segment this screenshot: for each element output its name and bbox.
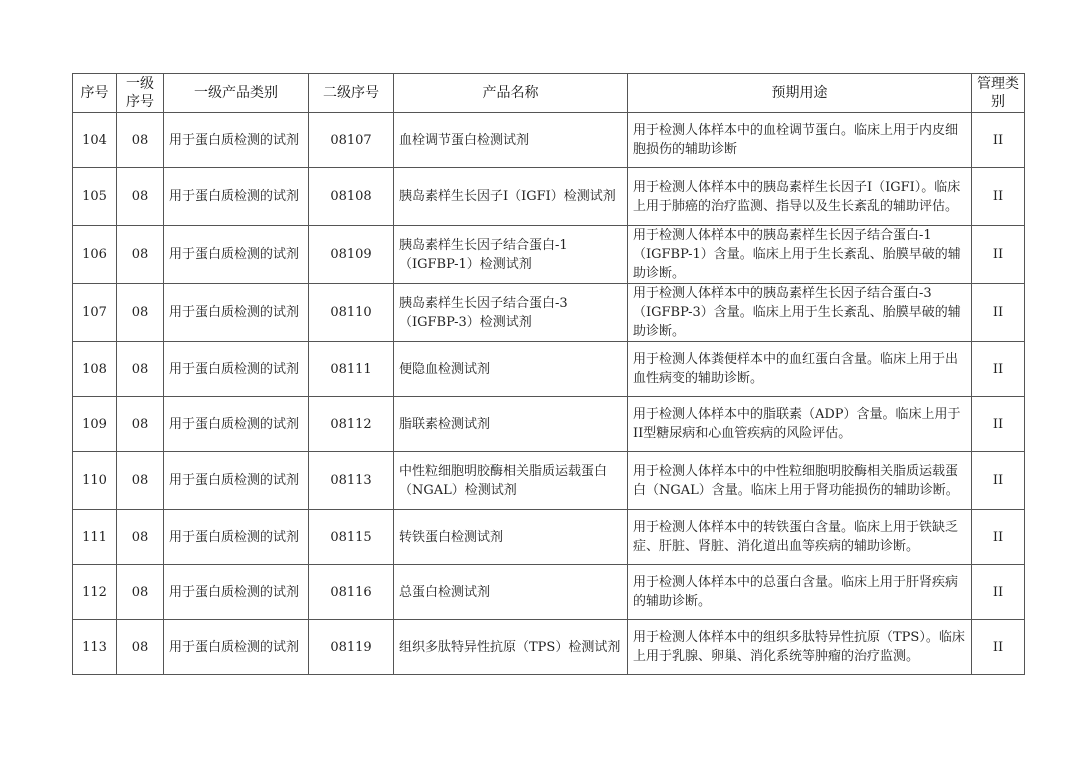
cell-class: II — [972, 168, 1025, 226]
cell-intended-use: 用于检测人体样本中的胰岛素样生长因子结合蛋白-1（IGFBP-1）含量。临床上用于生长紊乱、胎膜早破的辅助诊断。 — [628, 226, 972, 284]
cell-class: II — [972, 565, 1025, 620]
header-level2-serial: 二级序号 — [309, 74, 394, 113]
cell-intended-use: 用于检测人体样本中的血栓调节蛋白。临床上用于内皮细胞损伤的辅助诊断 — [628, 113, 972, 168]
table-row — [73, 620, 1025, 675]
cell-serial: 109 — [73, 397, 117, 452]
cell-level2-serial: 08116 — [309, 565, 394, 620]
cell-serial: 105 — [73, 168, 117, 226]
cell-product-name: 胰岛素样生长因子结合蛋白-3（IGFBP-3）检测试剂 — [394, 284, 628, 342]
cell-product-name: 中性粒细胞明胶酶相关脂质运载蛋白（NGAL）检测试剂 — [394, 452, 628, 510]
cell-level2-serial: 08109 — [309, 226, 394, 284]
cell-category: 用于蛋白质检测的试剂 — [164, 226, 309, 284]
cell-intended-use: 用于检测人体样本中的组织多肽特异性抗原（TPS）。临床上用于乳腺、卵巢、消化系统等肿瘤的治疗监测。 — [628, 620, 972, 675]
cell-level1-serial: 08 — [117, 284, 164, 342]
table-header-row — [73, 74, 1025, 113]
cell-product-name: 胰岛素样生长因子结合蛋白-1（IGFBP-1）检测试剂 — [394, 226, 628, 284]
cell-level2-serial: 08119 — [309, 620, 394, 675]
cell-category: 用于蛋白质检测的试剂 — [164, 168, 309, 226]
cell-category: 用于蛋白质检测的试剂 — [164, 620, 309, 675]
table-row — [73, 452, 1025, 510]
cell-level1-serial: 08 — [117, 510, 164, 565]
cell-level1-serial: 08 — [117, 168, 164, 226]
table-row — [73, 510, 1025, 565]
cell-level2-serial: 08113 — [309, 452, 394, 510]
cell-level1-serial: 08 — [117, 397, 164, 452]
cell-category: 用于蛋白质检测的试剂 — [164, 113, 309, 168]
cell-serial: 110 — [73, 452, 117, 510]
cell-level1-serial: 08 — [117, 452, 164, 510]
cell-product-name: 便隐血检测试剂 — [394, 342, 628, 397]
cell-category: 用于蛋白质检测的试剂 — [164, 510, 309, 565]
cell-level1-serial: 08 — [117, 113, 164, 168]
cell-class: II — [972, 113, 1025, 168]
cell-level1-serial: 08 — [117, 226, 164, 284]
cell-category: 用于蛋白质检测的试剂 — [164, 284, 309, 342]
cell-category: 用于蛋白质检测的试剂 — [164, 452, 309, 510]
cell-product-name: 转铁蛋白检测试剂 — [394, 510, 628, 565]
cell-serial: 107 — [73, 284, 117, 342]
cell-product-name: 脂联素检测试剂 — [394, 397, 628, 452]
cell-product-name: 血栓调节蛋白检测试剂 — [394, 113, 628, 168]
table-row — [73, 397, 1025, 452]
header-management-class: 管理类别 — [972, 74, 1025, 113]
header-level1-serial: 一级序号 — [117, 74, 164, 113]
cell-serial: 113 — [73, 620, 117, 675]
cell-intended-use: 用于检测人体样本中的中性粒细胞明胶酶相关脂质运载蛋白（NGAL）含量。临床上用于肾功能损伤的辅助诊断。 — [628, 452, 972, 510]
cell-level2-serial: 08108 — [309, 168, 394, 226]
cell-class: II — [972, 510, 1025, 565]
table-row — [73, 565, 1025, 620]
cell-serial: 104 — [73, 113, 117, 168]
cell-level2-serial: 08115 — [309, 510, 394, 565]
cell-serial: 106 — [73, 226, 117, 284]
header-product-name: 产品名称 — [394, 74, 628, 113]
cell-category: 用于蛋白质检测的试剂 — [164, 397, 309, 452]
cell-category: 用于蛋白质检测的试剂 — [164, 342, 309, 397]
cell-category: 用于蛋白质检测的试剂 — [164, 565, 309, 620]
header-intended-use: 预期用途 — [628, 74, 972, 113]
cell-intended-use: 用于检测人体样本中的总蛋白含量。临床上用于肝肾疾病的辅助诊断。 — [628, 565, 972, 620]
cell-intended-use: 用于检测人体样本中的脂联素（ADP）含量。临床上用于II型糖尿病和心血管疾病的风险评估。 — [628, 397, 972, 452]
cell-class: II — [972, 397, 1025, 452]
table-row — [73, 284, 1025, 342]
table-row — [73, 342, 1025, 397]
cell-class: II — [972, 284, 1025, 342]
cell-level2-serial: 08111 — [309, 342, 394, 397]
cell-intended-use: 用于检测人体样本中的胰岛素样生长因子结合蛋白-3（IGFBP-3）含量。临床上用于生长紊乱、胎膜早破的辅助诊断。 — [628, 284, 972, 342]
cell-class: II — [972, 226, 1025, 284]
cell-level1-serial: 08 — [117, 565, 164, 620]
product-table — [72, 73, 1025, 675]
table-row — [73, 168, 1025, 226]
cell-level1-serial: 08 — [117, 620, 164, 675]
cell-intended-use: 用于检测人体粪便样本中的血红蛋白含量。临床上用于出血性病变的辅助诊断。 — [628, 342, 972, 397]
cell-serial: 111 — [73, 510, 117, 565]
cell-intended-use: 用于检测人体样本中的转铁蛋白含量。临床上用于铁缺乏症、肝脏、肾脏、消化道出血等疾病的辅助诊断。 — [628, 510, 972, 565]
cell-class: II — [972, 452, 1025, 510]
table-row — [73, 113, 1025, 168]
cell-class: II — [972, 620, 1025, 675]
cell-product-name: 总蛋白检测试剂 — [394, 565, 628, 620]
document-page — [72, 73, 1024, 675]
header-level1-category: 一级产品类别 — [164, 74, 309, 113]
cell-class: II — [972, 342, 1025, 397]
cell-level1-serial: 08 — [117, 342, 164, 397]
cell-serial: 112 — [73, 565, 117, 620]
cell-serial: 108 — [73, 342, 117, 397]
cell-level2-serial: 08112 — [309, 397, 394, 452]
header-serial: 序号 — [73, 74, 117, 113]
table-row — [73, 226, 1025, 284]
cell-intended-use: 用于检测人体样本中的胰岛素样生长因子I（IGFI）。临床上用于肺癌的治疗监测、指导以及生长紊乱的辅助评估。 — [628, 168, 972, 226]
cell-product-name: 组织多肽特异性抗原（TPS）检测试剂 — [394, 620, 628, 675]
cell-level2-serial: 08110 — [309, 284, 394, 342]
cell-level2-serial: 08107 — [309, 113, 394, 168]
cell-product-name: 胰岛素样生长因子I（IGFI）检测试剂 — [394, 168, 628, 226]
